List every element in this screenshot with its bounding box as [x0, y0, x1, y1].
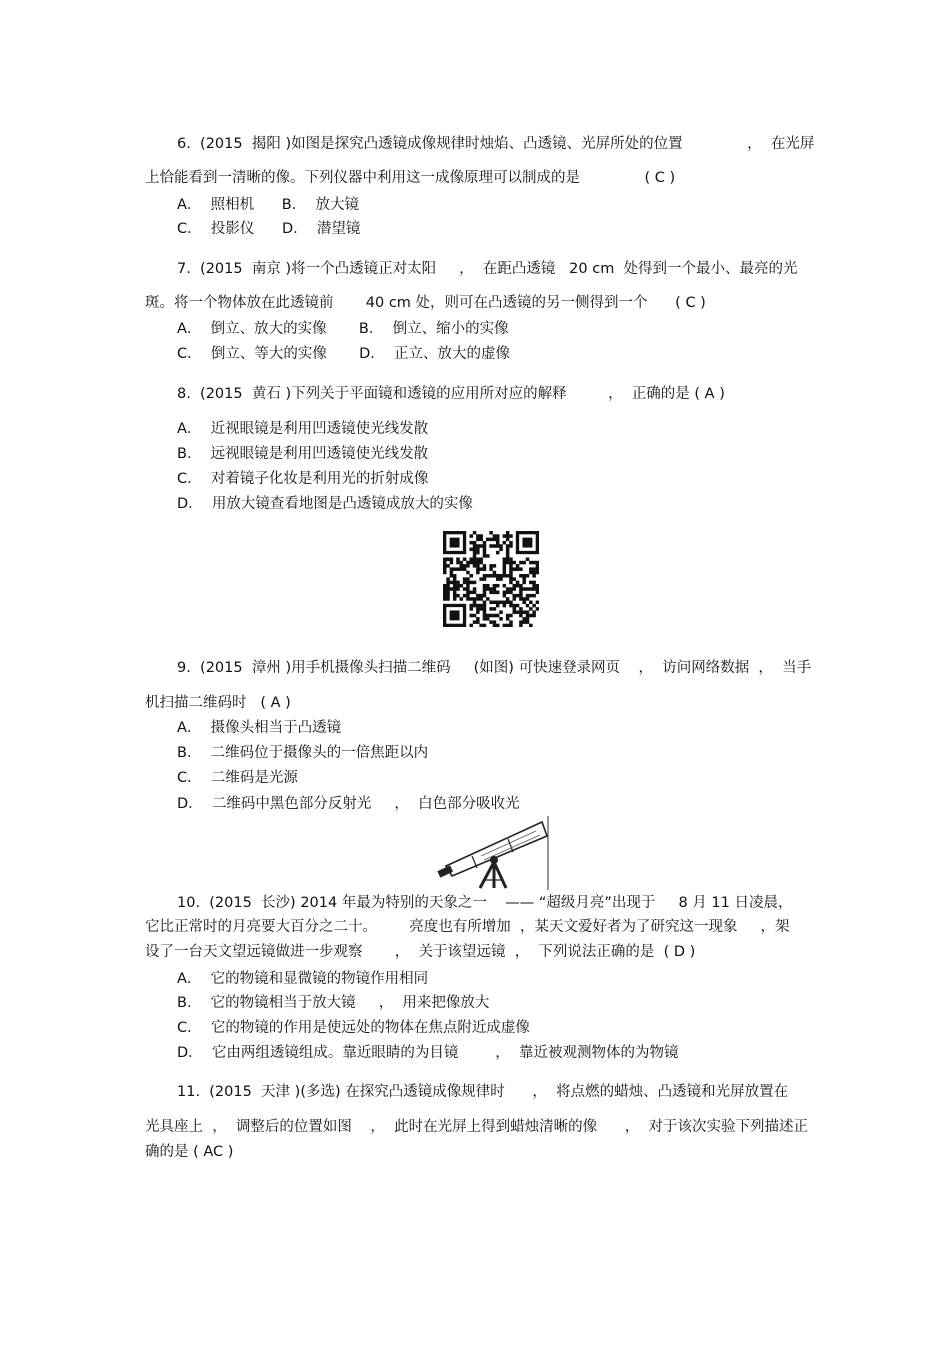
telescope-figure [436, 816, 550, 890]
q7-stem-line-1: 7. (2015 南京 )将一个凸透镜正对太阳 ， 在距凸透镜 20 cm 处得到一个最小、最亮的光 [177, 261, 798, 277]
qr-code-figure [443, 531, 539, 627]
q11-stem-line-3: 确的是 ( AC ) [145, 1144, 234, 1160]
q8-stem-line-1: 8. (2015 黄石 )下列关于平面镜和透镜的应用所对应的解释 ， 正确的是 ( A ) [177, 386, 725, 402]
q10-option-b: B． 它的物镜相当于放大镜 ， 用来把像放大 [177, 995, 490, 1011]
q9-option-b: B． 二维码位于摄像头的一倍焦距以内 [177, 745, 429, 761]
q9-option-a: A． 摄像头相当于凸透镜 [177, 720, 342, 736]
q6-options-row-2: C． 投影仪 D． 潜望镜 [177, 221, 361, 237]
q10-stem-line-1: 10. (2015 长沙) 2014 年最为特别的天象之一 —— “超级月亮”出现于 8 月 11 日凌晨， [177, 895, 793, 911]
q7-options-row-1: A． 倒立、放大的实像 B． 倒立、缩小的实像 [177, 321, 509, 337]
q10-option-a: A． 它的物镜和显微镜的物镜作用相同 [177, 971, 429, 987]
q7-options-row-2: C． 倒立、等大的实像 D． 正立、放大的虚像 [177, 346, 510, 362]
q10-option-c: C． 它的物镜的作用是使远处的物体在焦点附近成虚像 [177, 1020, 530, 1036]
q6-stem-line-2: 上恰能看到一清晰的像。下列仪器中利用这一成像原理可以制成的是 ( C ) [145, 170, 676, 186]
q6-options-row-1: A． 照相机 B． 放大镜 [177, 197, 359, 213]
q8-option-d: D． 用放大镜查看地图是凸透镜成放大的实像 [177, 496, 473, 512]
q8-option-c: C． 对着镜子化妆是利用光的折射成像 [177, 471, 429, 487]
q11-stem-line-1: 11. (2015 天津 )(多选) 在探究凸透镜成像规律时 ， 将点燃的蜡烛、凸透镜和光屏放置在 [177, 1084, 789, 1100]
telescope-icon [436, 816, 550, 890]
q10-option-d: D． 它由两组透镜组成。靠近眼睛的为目镜 ， 靠近被观测物体的为物镜 [177, 1045, 679, 1061]
q9-stem-line-1: 9. (2015 漳州 )用手机摄像头扫描二维码 (如图) 可快速登录网页 ， 访问网络数据 ， 当手 [177, 660, 812, 676]
q9-option-c: C． 二维码是光源 [177, 770, 298, 786]
q7-stem-line-2: 斑。将一个物体放在此透镜前 40 cm 处，则可在凸透镜的另一侧得到一个 ( C ) [145, 295, 706, 311]
q10-stem-line-3: 设了一台天文望远镜做进一步观察 ， 关于该望远镜 ， 下列说法正确的是 ( D ) [145, 944, 696, 960]
q8-option-b: B． 远视眼镜是利用凹透镜使光线发散 [177, 446, 429, 462]
q9-stem-line-2: 机扫描二维码时 ( A ) [145, 695, 291, 711]
q8-option-a: A． 近视眼镜是利用凹透镜使光线发散 [177, 421, 429, 437]
q6-stem-line-1: 6. (2015 揭阳 )如图是探究凸透镜成像规律时烛焰、凸透镜、光屏所处的位置 ， 在光屏 [177, 136, 815, 152]
q11-stem-line-2: 光具座上 ， 调整后的位置如图 ， 此时在光屏上得到蜡烛清晰的像 ， 对于该次实验下列描述正 [145, 1119, 808, 1135]
q9-option-d: D． 二维码中黑色部分反射光 ， 白色部分吸收光 [177, 796, 520, 812]
qr-code-icon [443, 531, 539, 627]
q10-stem-line-2: 它比正常时的月亮要大百分之二十。 亮度也有所增加 ，某天文爱好者为了研究这一现象 ，架 [145, 919, 790, 935]
